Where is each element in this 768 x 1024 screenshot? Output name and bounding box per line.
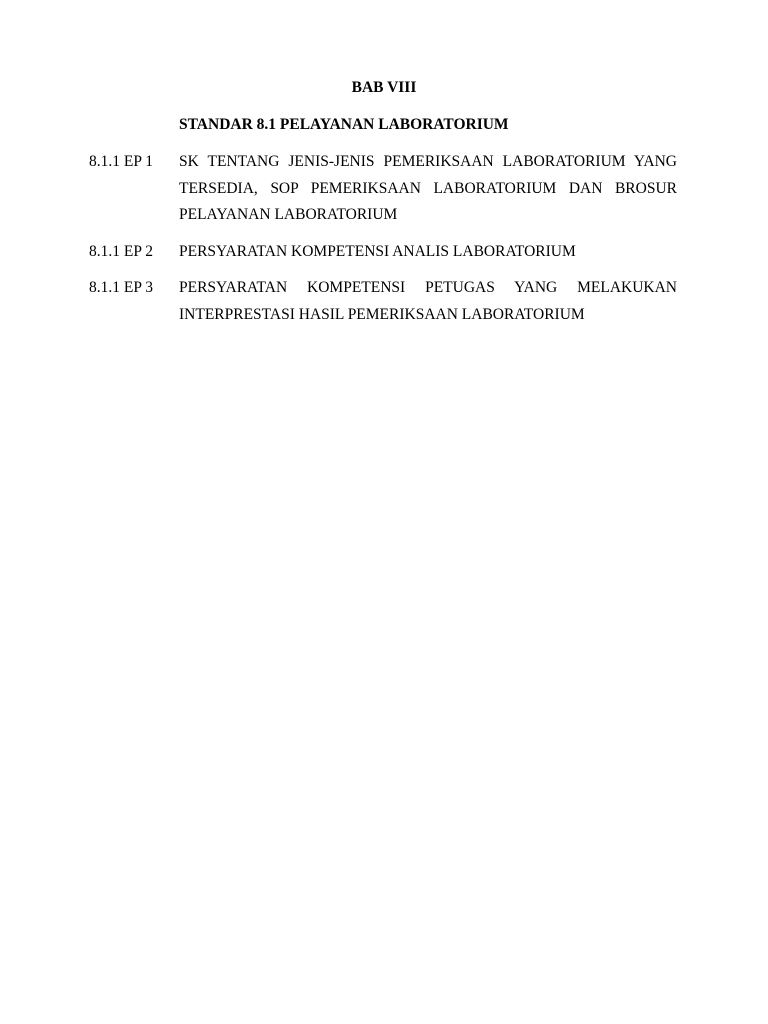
ep-list <box>89 149 677 338</box>
ep-text: SK TENTANG JENIS-JENIS PEMERIKSAAN LABORATORIUM YANG TERSEDIA, SOP PEMERIKSAAN LABORATORIUM DAN BROSUR PELAYANAN LABORATORIUM <box>179 153 677 223</box>
standard-title: STANDAR 8.1 PELAYANAN LABORATORIUM <box>179 116 509 133</box>
list-item <box>89 239 677 266</box>
list-item <box>89 275 677 328</box>
ep-code: 8.1.1 EP 3 <box>89 279 154 296</box>
ep-code: 8.1.1 EP 2 <box>89 242 154 260</box>
ep-text: PERSYARATAN KOMPETENSI ANALIS LABORATORIUM <box>179 242 576 260</box>
ep-text: PERSYARATAN KOMPETENSI PETUGAS YANG MELAKUKAN INTERPRESTASI HASIL PEMERIKSAAN LABORATORIUM <box>179 279 677 323</box>
ep-code: 8.1.1 EP 1 <box>89 153 154 170</box>
chapter-title <box>0 78 768 98</box>
list-item <box>89 149 677 229</box>
chapter-title-text: BAB VIII <box>351 79 417 96</box>
